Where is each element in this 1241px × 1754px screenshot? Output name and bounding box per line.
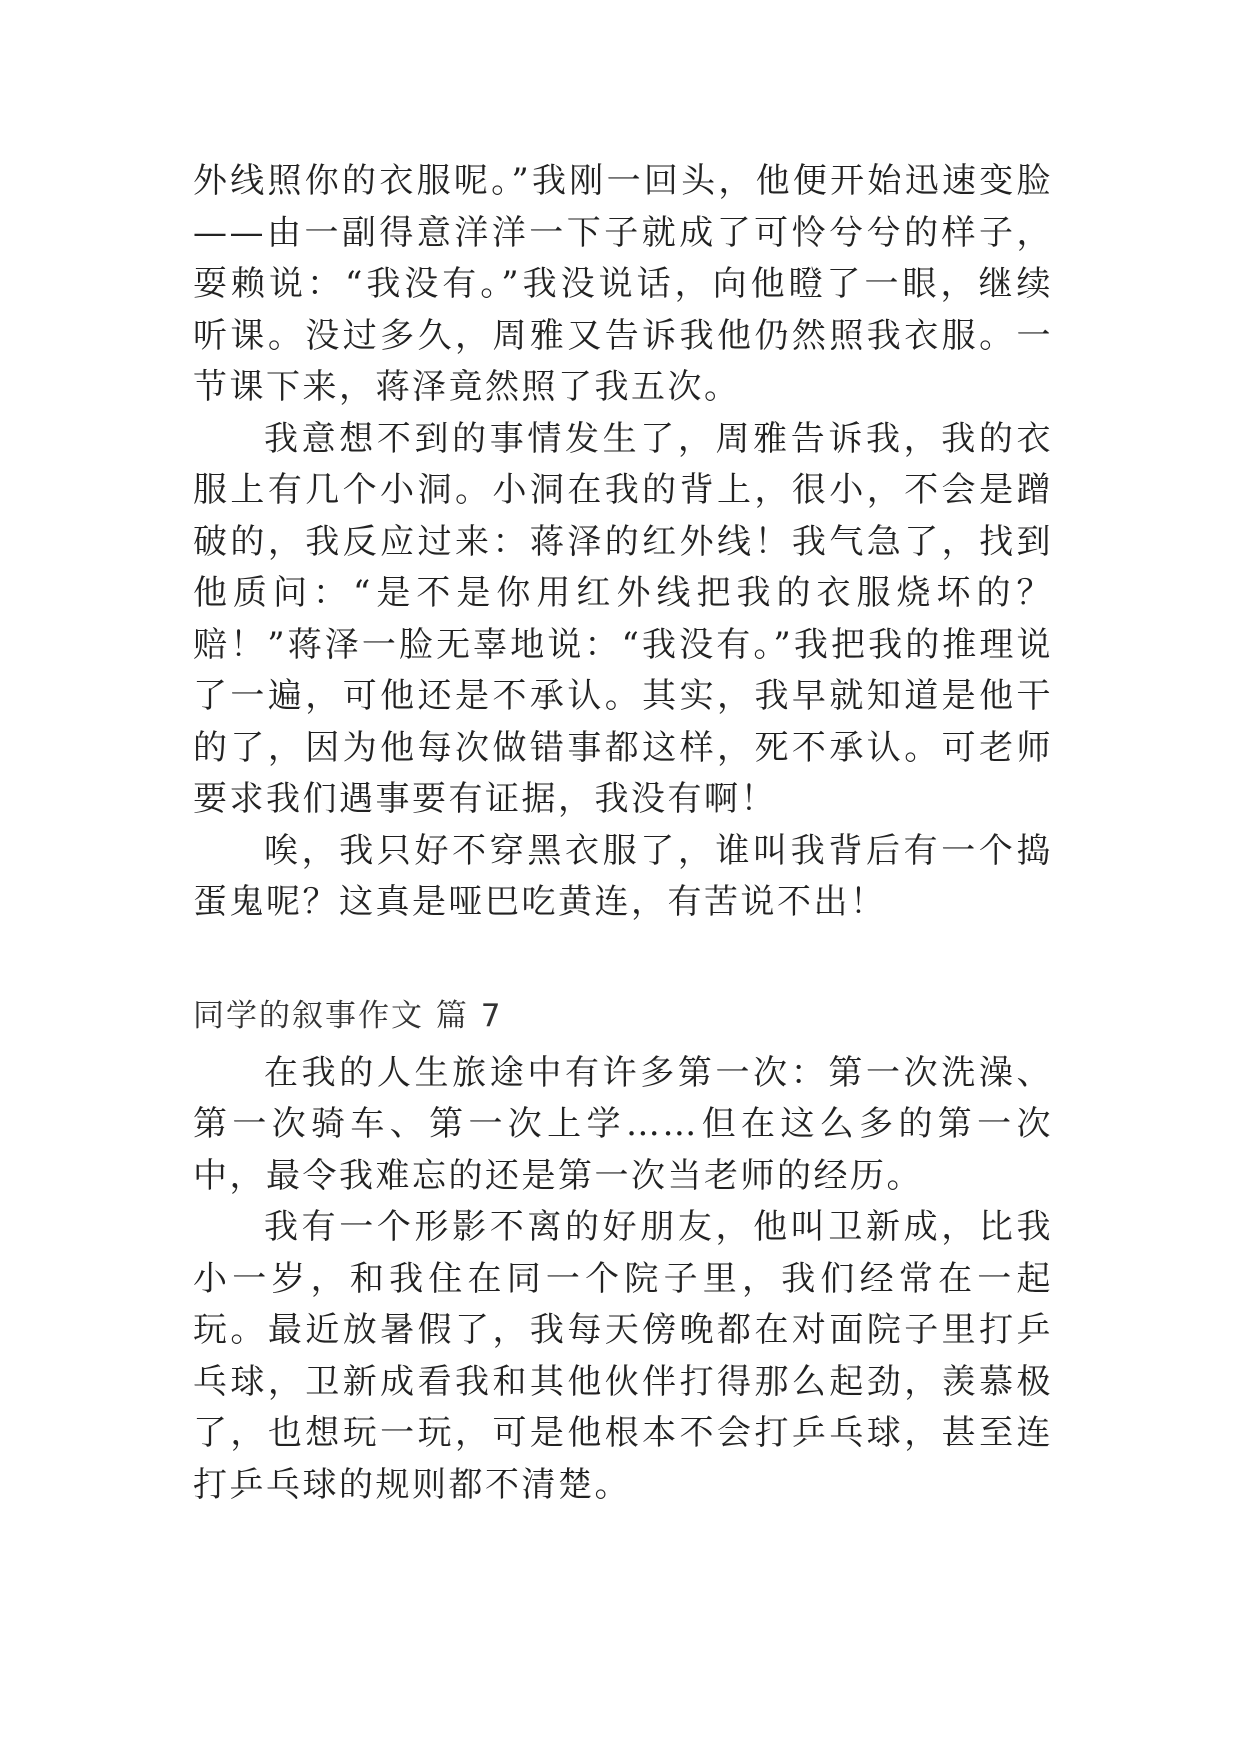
paragraph: 我有一个形影不离的好朋友，他叫卫新成，比我小一岁，和我住在同一个院子里，我们经常在一起玩。最近放暑假了，我每天傍晚都在对面院子里打乒乓球，卫新成看我和其他伙伴打得那么起劲，羡慕极了，也想玩一玩，可是他根本不会打乒乓球，甚至连打乒乓球的规则都不清楚。 bbox=[193, 1207, 1053, 1505]
document-body bbox=[193, 156, 1053, 1511]
paragraph: 唉，我只好不穿黑衣服了，谁叫我背后有一个捣蛋鬼呢？这真是哑巴吃黄连，有苦说不出！ bbox=[193, 830, 1053, 922]
section-title: 同学的叙事作文 篇 7 bbox=[193, 997, 503, 1034]
paragraph-continued: 外线照你的衣服呢。”我刚一回头，他便开始迅速变脸——由一副得意洋洋一下子就成了可怜兮兮的样子，耍赖说：“我没有。”我没说话，向他瞪了一眼，继续听课。没过多久，周雅又告诉我他仍然照我衣服。一节课下来，蒋泽竟然照了我五次。 bbox=[193, 161, 1053, 407]
paragraph: 在我的人生旅途中有许多第一次：第一次洗澡、第一次骑车、第一次上学……但在这么多的第一次中，最令我难忘的还是第一次当老师的经历。 bbox=[193, 1052, 1053, 1196]
paragraph: 我意想不到的事情发生了，周雅告诉我，我的衣服上有几个小洞。小洞在我的背上，很小，不会是蹭破的，我反应过来：蒋泽的红外线！我气急了，找到他质问：“是不是你用红外线把我的衣服烧坏的？赔！”蒋泽一脸无辜地说：“我没有。”我把我的推理说了一遍，可他还是不承认。其实，我早就知道是他干的了，因为他每次做错事都这样，死不承认。可老师要求我们遇事要有证据，我没有啊！ bbox=[193, 418, 1053, 819]
